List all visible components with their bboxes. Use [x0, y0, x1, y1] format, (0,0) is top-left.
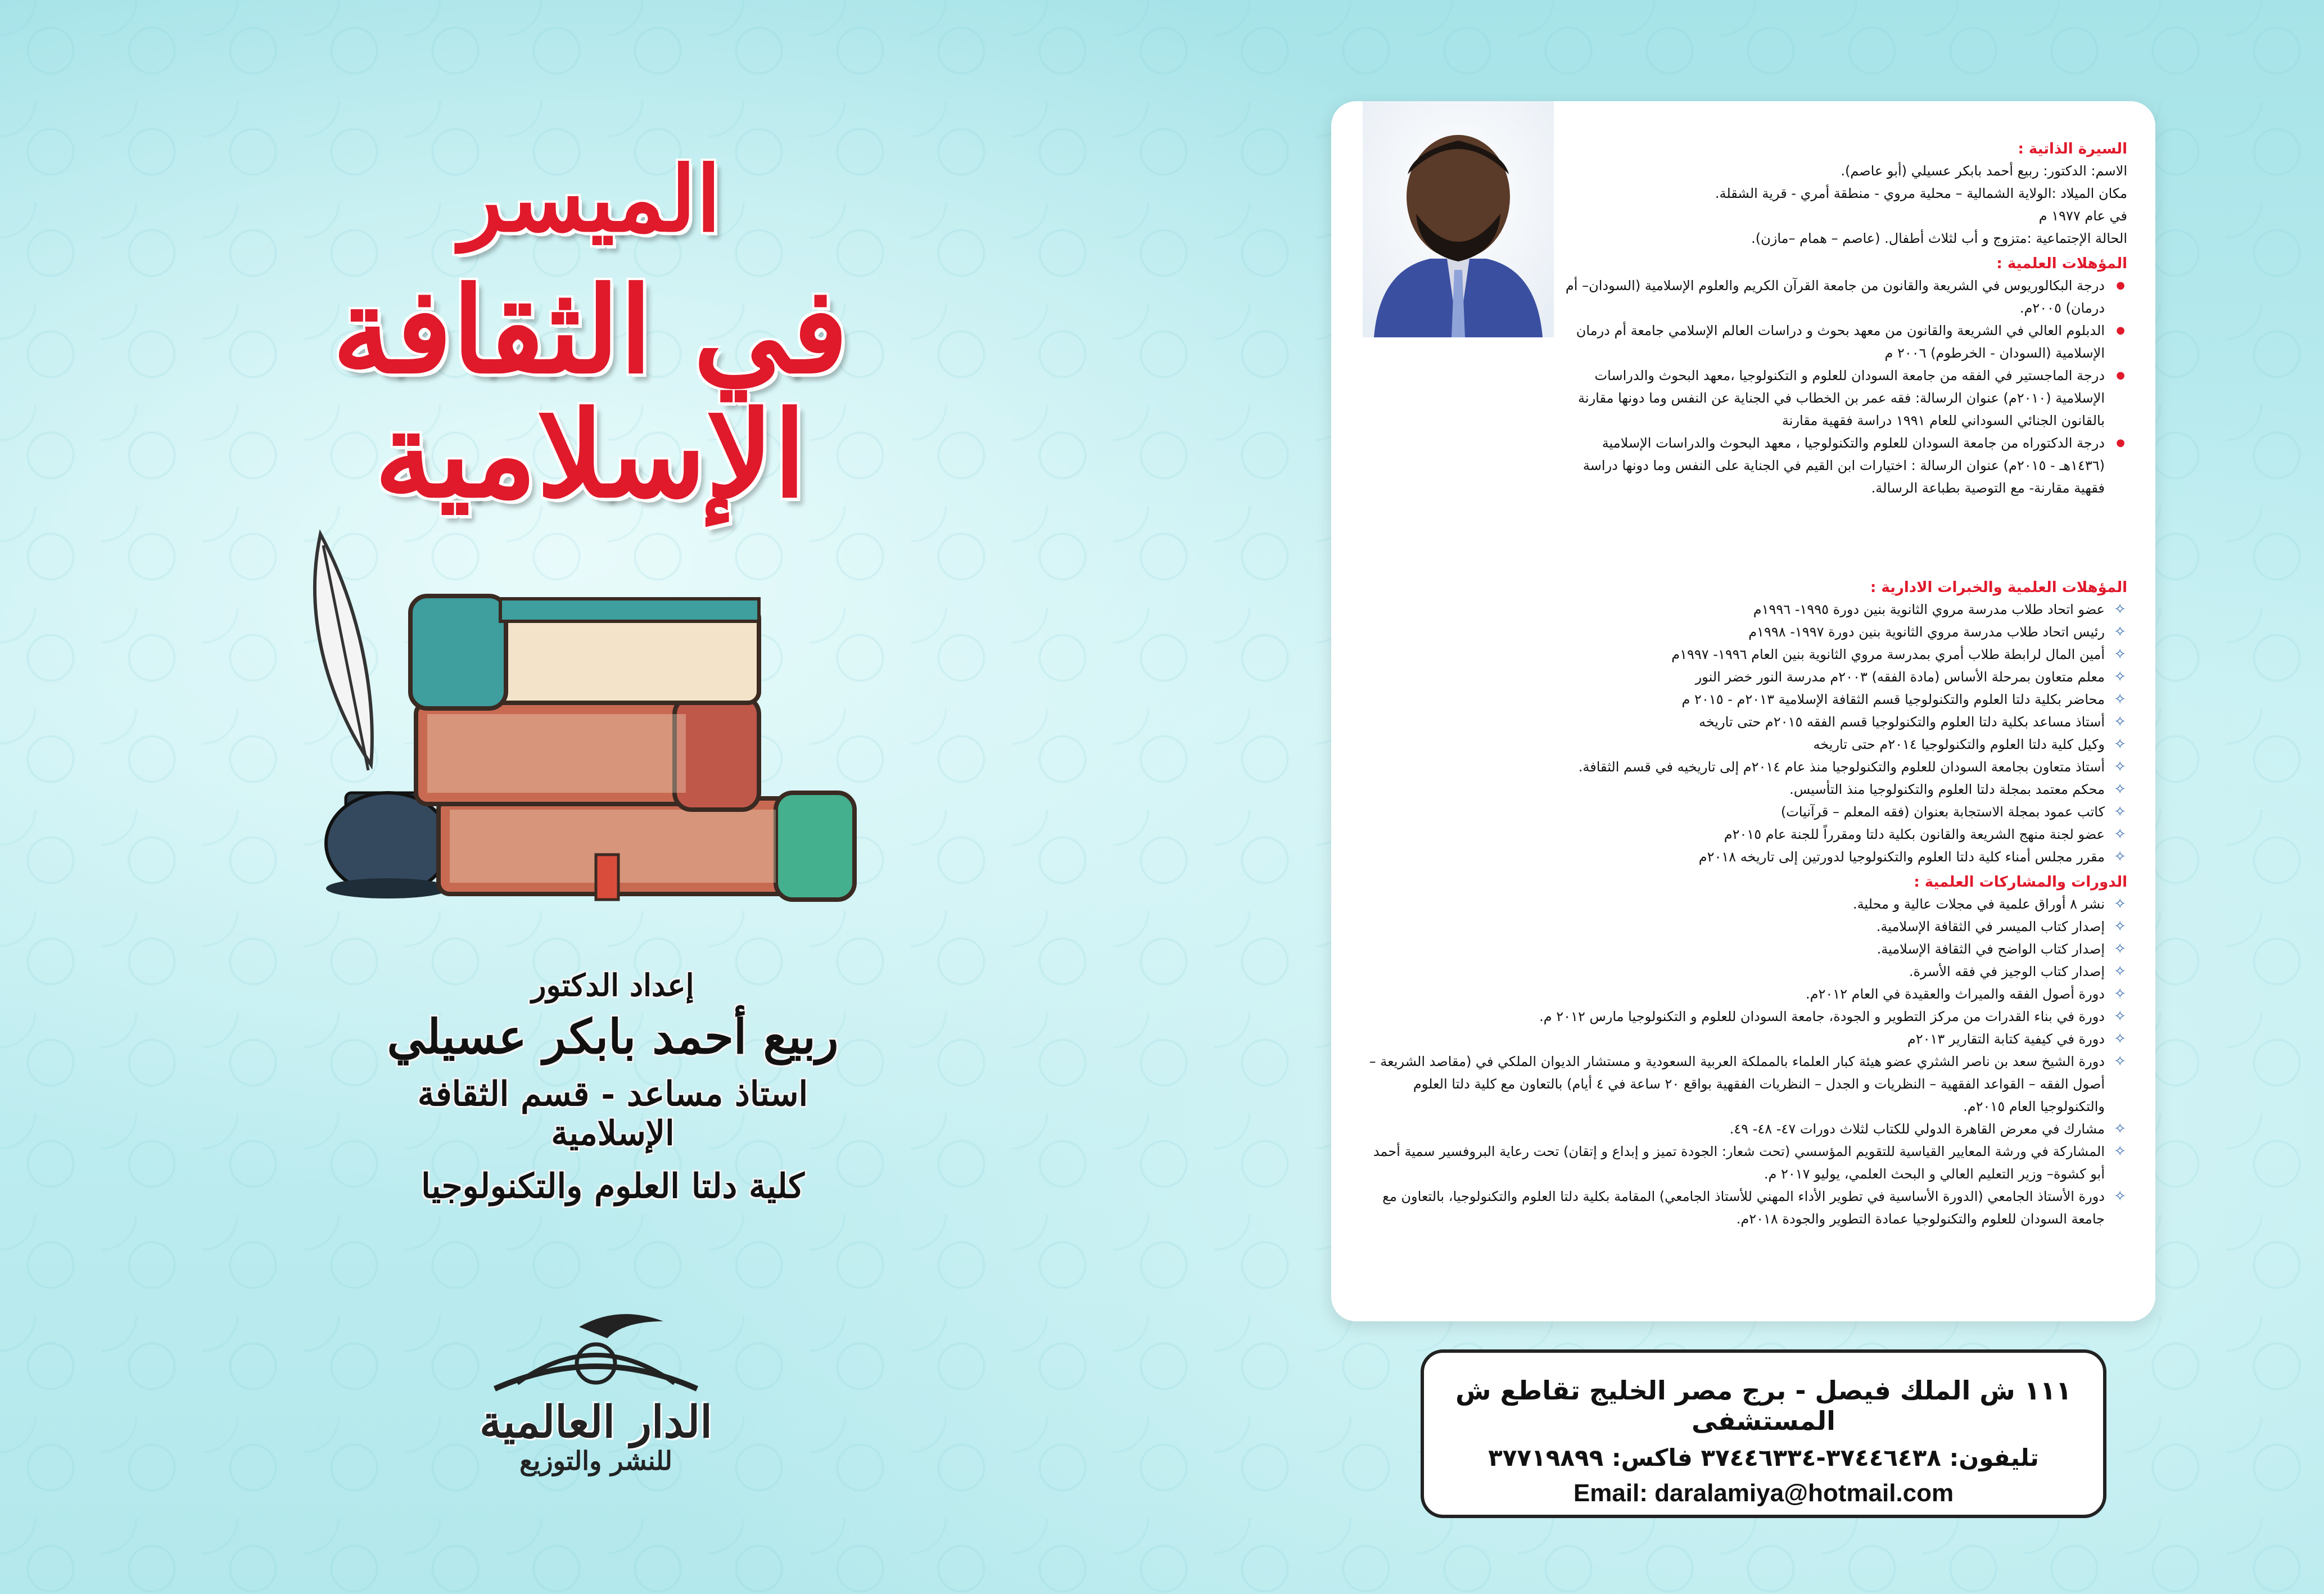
publisher-subtitle: للنشر والتوزيع [519, 1446, 672, 1476]
publisher-emblem-icon [478, 1304, 714, 1394]
list-item: ✧ أستاذ مساعد بكلية دلتا العلوم والتكنولوجيا قسم الفقه ٢٠١٥م حتى تاريخه [1363, 711, 2127, 733]
bio-line: في عام ١٩٧٧ م [2038, 208, 2127, 224]
list-item: ✧ دورة في بناء القدرات من مركز التطوير و الجودة، جامعة السودان للعلوم و التكنولوجيا مارس ٢٠١٢ م. [1363, 1005, 2127, 1028]
section-qualifications-title: المؤهلات العلمية : [1996, 255, 2127, 272]
bio-line: مكان الميلاد :الولاية الشمالية – محلية مروي - منطقة أمري - قرية الشقلة. [1715, 186, 2127, 201]
author-name: ربيع أحمد بابكر عسيلي [387, 1009, 839, 1064]
section-experience-title: المؤهلات العلمية والخبرات الادارية : [1870, 579, 2127, 596]
list-item: ✧ إصدار كتاب الميسر في الثقافة الإسلامية. [1363, 915, 2127, 938]
publisher-phone-fax: تليفون: ٣٧٤٤٦٤٣٨-٣٧٤٤٦٣٣٤ فاكس: ٣٧٧١٩٨٩٩ [1488, 1444, 2039, 1471]
list-item: ✧ دورة الأستاذ الجامعي (الدورة الأساسية في تطوير الأداء المهني للأستاذ الجامعي) المقامة بكلية دلتا العلوم والتكنولوجيا، بالتعاون مع جامعة السودان للعلوم والتكنولوجيا عمادة التطوير والجودة ٢٠١٨م. [1363, 1185, 2127, 1230]
author-college: كلية دلتا العلوم والتكنولوجيا [421, 1167, 804, 1206]
bio-line: الحالة الإجتماعية :متزوج و أب لثلاث أطفال. (عاصم – همام –مازن). [1751, 231, 2127, 246]
list-item: ● درجة الماجستير في الفقه من جامعة السودان للعلوم و التكنولوجيا ،معهد البحوث والدراسات الإسلامية (٢٠١٠م) عنوان الرسالة: فقه عمر بن الخطاب في الجناية عن النفس وما دونها مقارنة بالقانون الجنائي السوداني للعام ١٩٩١ دراسة فقهية مقارنة [1554, 364, 2127, 432]
list-item: ● الدبلوم العالي في الشريعة والقانون من معهد بحوث و دراسات العالم الإسلامي جامعة أم درمان الإسلامية (السودان - الخرطوم) ٢٠٠٦ م [1554, 319, 2127, 364]
cv-lower [1363, 574, 2127, 1230]
author-photo [1363, 101, 1554, 337]
list-item: ● درجة البكالوريوس في الشريعة والقانون من جامعة القرآن الكريم والعلوم الإسلامية (السودان– أم درمان) ٢٠٠٥م. [1554, 274, 2127, 319]
list-item: ● درجة الدكتوراه من جامعة السودان للعلوم والتكنولوجيا ، معهد البحوث والدراسات الإسلامية (١٤٣٦هـ - ٢٠١٥م) عنوان الرسالة : اختيارات ابن القيم في الجناية على النفس وما دونها دراسة فقهية مقارنة- مع التوصية بطباعة الرسالة. [1554, 432, 2127, 499]
list-item: ✧ محكم معتمد بمجلة دلتا العلوم والتكنولوجيا منذ التأسيس. [1363, 778, 2127, 801]
section-courses-title: الدورات والمشاركات العلمية : [1914, 874, 2127, 891]
list-item: ✧ إصدار كتاب الواضح في الثقافة الإسلامية. [1363, 938, 2127, 960]
title-line-2: في الثقافة الإسلامية [332, 261, 848, 524]
list-item: ✧ عضو اتحاد طلاب مدرسة مروي الثانوية بنين دورة ١٩٩٥- ١٩٩٦م [1363, 598, 2127, 621]
list-item: ✧ عضو لجنة منهج الشريعة والقانون بكلية دلتا ومقرراً للجنة عام ٢٠١٥م [1363, 823, 2127, 846]
list-item: ✧ رئيس اتحاد طلاب مدرسة مروي الثانوية بنين دورة ١٩٩٧- ١٩٩٨م [1363, 621, 2127, 643]
cv-card [1331, 101, 2155, 1321]
list-item: ✧ دورة في كيفية كتابة التقارير ٢٠١٣م [1363, 1028, 2127, 1050]
list-item: ✧ إصدار كتاب الوجيز في فقه الأسرة. [1363, 960, 2127, 983]
cv-upper [1554, 135, 2127, 499]
list-item: ✧ المشاركة في ورشة المعايير القياسية للتقويم المؤسسي (تحت شعار: الجودة تميز و إبداع و إتقان) تحت رعاية البروفسير سمية أحمد أبو كشوة– وزير التعليم العالي و البحث العلمي، يوليو ٢٠١٧ م. [1363, 1140, 2127, 1185]
list-item: ✧ مشارك في معرض القاهرة الدولي للكتاب لثلاث دورات ٤٧- ٤٨- ٤٩. [1363, 1118, 2127, 1140]
experience-list [1363, 598, 2127, 868]
author-block [360, 967, 866, 1206]
books-and-quill-illustration [292, 529, 911, 922]
list-item: ✧ مقرر مجلس أمناء كلية دلتا العلوم والتكنولوجيا لدورتين إلى تاريخه ٢٠١٨م [1363, 846, 2127, 868]
list-item: ✧ أستاذ متعاون بجامعة السودان للعلوم والتكنولوجيا منذ عام ٢٠١٤م إلى تاريخيه في قسم الثقافة. [1363, 756, 2127, 778]
list-item: ✧ دورة أصول الفقه والميراث والعقيدة في العام ٢٠١٢م. [1363, 983, 2127, 1005]
list-item: ✧ معلم متعاون بمرحلة الأساس (مادة الفقه) ٢٠٠٣م مدرسة النور خضر النور [1363, 666, 2127, 688]
author-prep-label: إعداد الدكتور [531, 967, 694, 1003]
publisher-email[interactable]: Email: daralamiya@hotmail.com [1573, 1479, 1954, 1507]
list-item: ✧ كاتب عمود بمجلة الاستجابة بعنوان (فقه المعلم – قرآنيات) [1363, 801, 2127, 823]
author-role: استاذ مساعد - قسم الثقافة الإسلامية [417, 1074, 808, 1153]
publisher-name: الدار العالمية [480, 1397, 712, 1448]
list-item: ✧ دورة الشيخ سعد بن ناصر الشثري عضو هيئة كبار العلماء بالمملكة العربية السعودية و مستشار الديوان الملكي في (مقاصد الشريعة –أصول الفقه – القواعد الفقهية – النظريات و الجدل – النظريات الفقهية بواقع ٢٠ ساعة في ٤ أيام) بالتعاون مع كلية دلتا العلوم والتكنولوجيا العام ٢٠١٥م. [1363, 1050, 2127, 1118]
list-item: ✧ محاضر بكلية دلتا العلوم والتكنولوجيا قسم الثقافة الإسلامية ٢٠١٣م - ٢٠١٥ م [1363, 688, 2127, 711]
title-line-1: الميسر [459, 146, 721, 252]
publisher-logo [438, 1304, 753, 1507]
courses-list [1363, 893, 2127, 1230]
bio-line: الاسم: الدكتور: ربيع أحمد بابكر عسيلي (أبو عاصم). [1841, 163, 2127, 179]
book-title [135, 146, 1046, 524]
list-item: ✧ أمين المال لرابطة طلاب أمري بمدرسة مروي الثانوية بنين العام ١٩٩٦- ١٩٩٧م [1363, 643, 2127, 666]
section-bio-title: السيرة الذاتية : [2018, 141, 2127, 157]
list-item: ✧ نشر ٨ أوراق علمية في مجلات عالية و محلية. [1363, 893, 2127, 915]
qualifications-list [1554, 274, 2127, 499]
publisher-contact-box [1421, 1349, 2106, 1518]
list-item: ✧ وكيل كلية دلتا العلوم والتكنولوجيا ٢٠١٤م حتى تاريخه [1363, 733, 2127, 756]
publisher-address: ١١١ ش الملك فيصل - برج مصر الخليج تقاطع ش المستشفى [1455, 1375, 2072, 1436]
